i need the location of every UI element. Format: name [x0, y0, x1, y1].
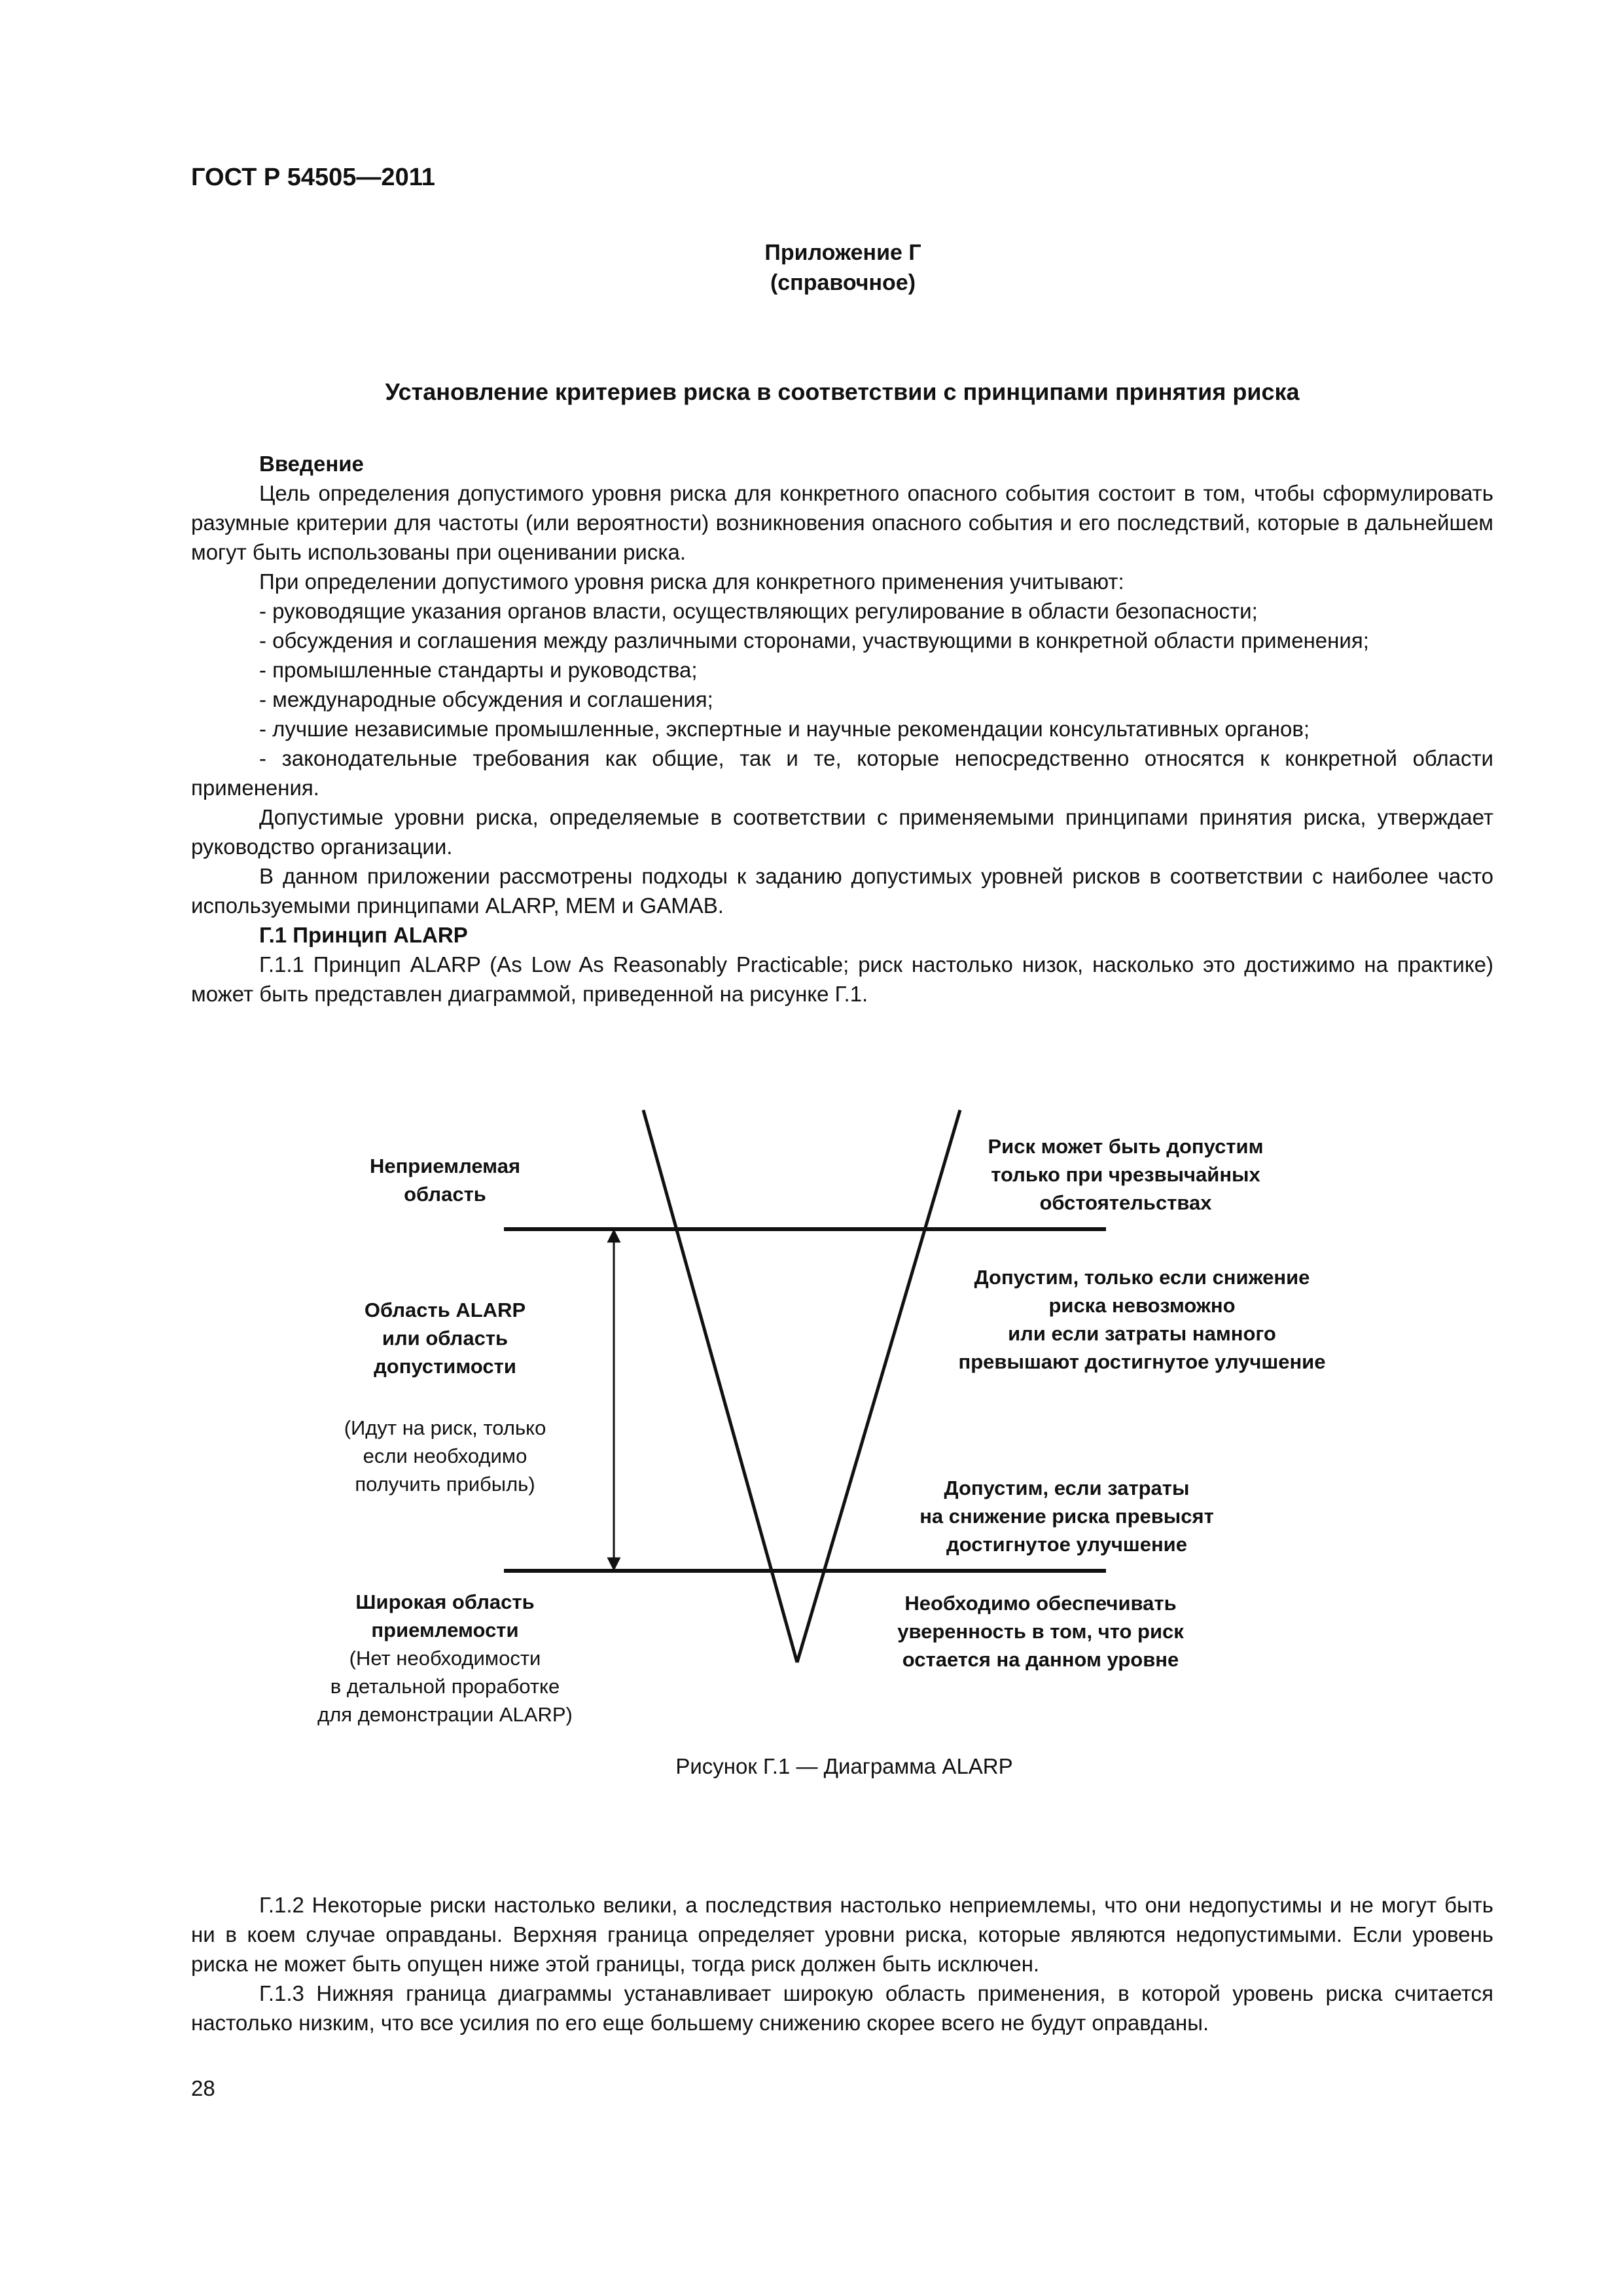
label-top-right: Риск может быть допустим только при чрезвычайных обстоятельствах	[988, 1135, 1264, 1214]
label-unacceptable-region: Неприемлемая область	[369, 1155, 521, 1206]
label-upper-mid-right: Допустим, только если снижение риска невозможно или если затраты намного превышают достигнутое улучшение	[958, 1266, 1326, 1373]
label-broad-acceptability: Широкая область приемлемости	[355, 1590, 535, 1641]
document-header: ГОСТ Р 54505—2011	[191, 164, 435, 191]
figure-caption: Рисунок Г.1 — Диаграмма ALARP	[675, 1754, 1013, 1778]
section-paragraph: Г.1.3 Нижняя граница диаграммы устанавливает широкую область применения, в которой уровень риска считается настолько низким, что все усилия по его еще большему снижению скорее всего не будут оправданы.	[191, 1981, 1493, 2035]
triangle-right-side	[797, 1110, 960, 1662]
section-paragraph: Г.1.2 Некоторые риски настолько велики, а последствия настолько неприемлемы, что они недопустимы и не могут быть ни в коем случае оправданы. Верхняя граница определяет уровни риска, которые являются недопустимыми. Если уровень риска не может быть опущен ниже этой границы, тогда риск должен быть исключен.	[191, 1893, 1493, 1976]
body-text-continued	[191, 1890, 1493, 2037]
page-number: 28	[191, 2076, 215, 2100]
label-lower-mid-right: Допустим, если затраты на снижение риска превысят достигнутое улучшение	[919, 1477, 1214, 1556]
list-item: - лучшие независимые промышленные, экспертные и научные рекомендации консультативных органов;	[259, 717, 1310, 741]
alarp-figure	[288, 1086, 1440, 1820]
label-alarp-region: Область ALARP или область допустимости	[364, 1299, 526, 1378]
intro-paragraph: Цель определения допустимого уровня риска для конкретного опасного события состоит в том, чтобы сформулировать разумные критерии для частоты (или вероятности) возникновения опасного события и его последствий, которые в дальнейшем могут быть использованы при оценивании риска.	[191, 481, 1493, 564]
list-item: - руководящие указания органов власти, осуществляющих регулирование в области безопасности;	[259, 599, 1258, 623]
intro-heading: Введение	[259, 452, 364, 476]
annex-title: Приложение Г	[764, 240, 921, 265]
label-broad-note: (Нет необходимости в детальной проработке для демонстрации ALARP)	[317, 1647, 573, 1726]
list-item: - законодательные требования как общие, так и те, которые непосредственно относятся к конкретной области применения.	[191, 746, 1493, 800]
intro-paragraph: При определении допустимого уровня риска для конкретного применения учитывают:	[259, 569, 1124, 594]
list-item: - промышленные стандарты и руководства;	[259, 658, 698, 682]
section-paragraph: Г.1.1 Принцип ALARP (As Low As Reasonably Practicable; риск настолько низок, насколько это достижимо на практике) может быть представлен диаграммой, приведенной на рисунке Г.1.	[191, 952, 1493, 1006]
body-text	[191, 449, 1493, 1009]
intro-paragraph: В данном приложении рассмотрены подходы к заданию допустимых уровней рисков в соответствии с наиболее часто используемыми принципами ALARP, MEM и GAMAB.	[191, 864, 1493, 918]
label-bottom-right: Необходимо обеспечивать уверенность в том, что риск остается на данном уровне	[897, 1592, 1184, 1671]
annex-type: (справочное)	[770, 270, 916, 295]
section-heading: Г.1 Принцип ALARP	[259, 923, 468, 947]
main-title: Установление критериев риска в соответствии с принципами принятия риска	[385, 378, 1300, 405]
list-item: - международные обсуждения и соглашения;	[259, 687, 713, 711]
label-alarp-note: (Идут на риск, только если необходимо получить прибыль)	[344, 1416, 546, 1496]
triangle-left-side	[643, 1110, 797, 1662]
list-item: - обсуждения и соглашения между различными сторонами, участвующими в конкретной области применения;	[259, 628, 1369, 653]
intro-paragraph: Допустимые уровни риска, определяемые в соответствии с применяемыми принципами принятия риска, утверждает руководство организации.	[191, 805, 1493, 859]
